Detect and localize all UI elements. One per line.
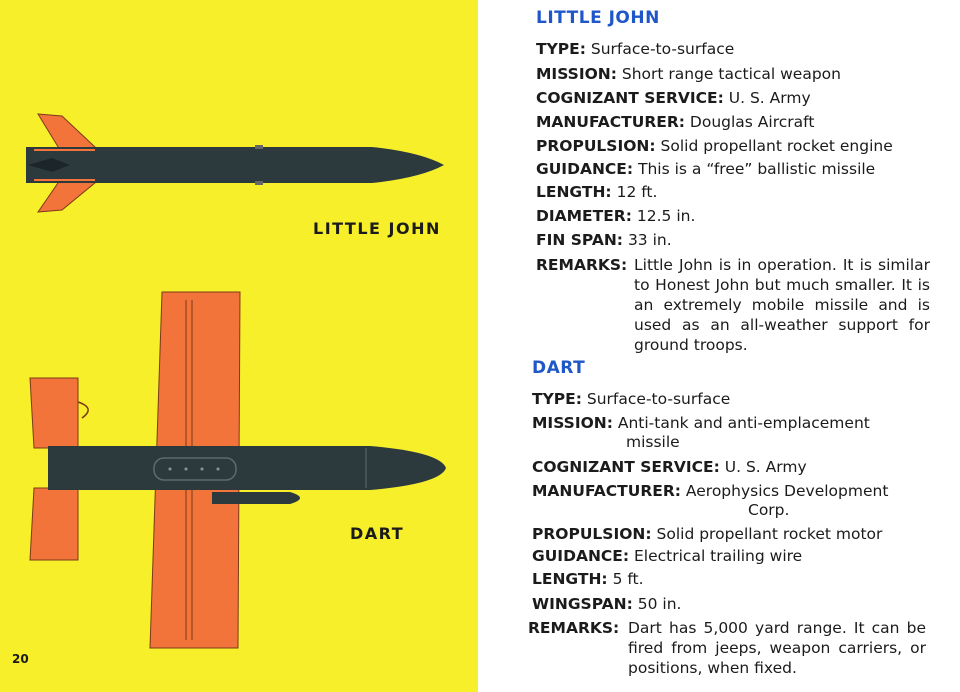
illustration-page (0, 0, 478, 692)
little-john-title: LITTLE JOHN (536, 8, 660, 28)
dart-caption: DART (350, 524, 405, 543)
missile-illustrations (0, 0, 478, 692)
dart-remarks: REMARKS: Dart has 5,000 yard range. It can be fired from jeeps, weapon carriers, or positions, when fixed. (528, 619, 926, 677)
little-john-spec-manufacturer: MANUFACTURER: Douglas Aircraft (536, 113, 815, 131)
text-page (478, 0, 960, 692)
little-john-spec-fin-span: FIN SPAN: 33 in. (536, 231, 672, 249)
page-number: 20 (12, 652, 29, 666)
dart-spec-propulsion: PROPULSION: Solid propellant rocket motor (532, 525, 883, 543)
little-john-spec-type: TYPE: Surface-to-surface (536, 40, 735, 58)
dart-spec-type: TYPE: Surface-to-surface (532, 390, 731, 408)
little-john-spec-guidance: GUIDANCE: This is a “free” ballistic missile (536, 160, 876, 178)
little-john-spec-service: COGNIZANT SERVICE: U. S. Army (536, 89, 811, 107)
dart-spec-mission-cont: missile (626, 433, 680, 451)
little-john-spec-diameter: DIAMETER: 12.5 in. (536, 207, 696, 225)
dart-spec-length: LENGTH: 5 ft. (532, 570, 644, 588)
dart-spec-manufacturer: MANUFACTURER: Aerophysics Development (532, 482, 889, 500)
dart-title: DART (532, 358, 586, 378)
little-john-remarks: REMARKS: Little John is in operation. It is similar to Honest John but much smaller. It is an extremely mobile missile and is used as an all-weather support for ground troops. (536, 256, 930, 354)
dart-spec-wingspan: WINGSPAN: 50 in. (532, 595, 682, 613)
little-john-spec-propulsion: PROPULSION: Solid propellant rocket engine (536, 137, 893, 155)
dart-remarks-text: Dart has 5,000 yard range. It can be fired from jeeps, weapon carriers, or positions, when fixed. (628, 619, 926, 677)
dart-spec-guidance: GUIDANCE: Electrical trailing wire (532, 547, 803, 565)
dart-spec-manufacturer-cont: Corp. (748, 501, 790, 519)
dart-spec-mission: MISSION: Anti-tank and anti-emplacement (532, 414, 870, 432)
little-john-remarks-text: Little John is in operation. It is similar to Honest John but much smaller. It is an extremely mobile missile and is used as an all-weather support for ground troops. (634, 256, 930, 354)
little-john-spec-mission: MISSION: Short range tactical weapon (536, 65, 841, 83)
dart-spec-service: COGNIZANT SERVICE: U. S. Army (532, 458, 807, 476)
little-john-spec-length: LENGTH: 12 ft. (536, 183, 658, 201)
dart-illustration (30, 292, 446, 648)
little-john-caption: LITTLE JOHN (313, 219, 441, 238)
little-john-illustration (26, 114, 444, 212)
